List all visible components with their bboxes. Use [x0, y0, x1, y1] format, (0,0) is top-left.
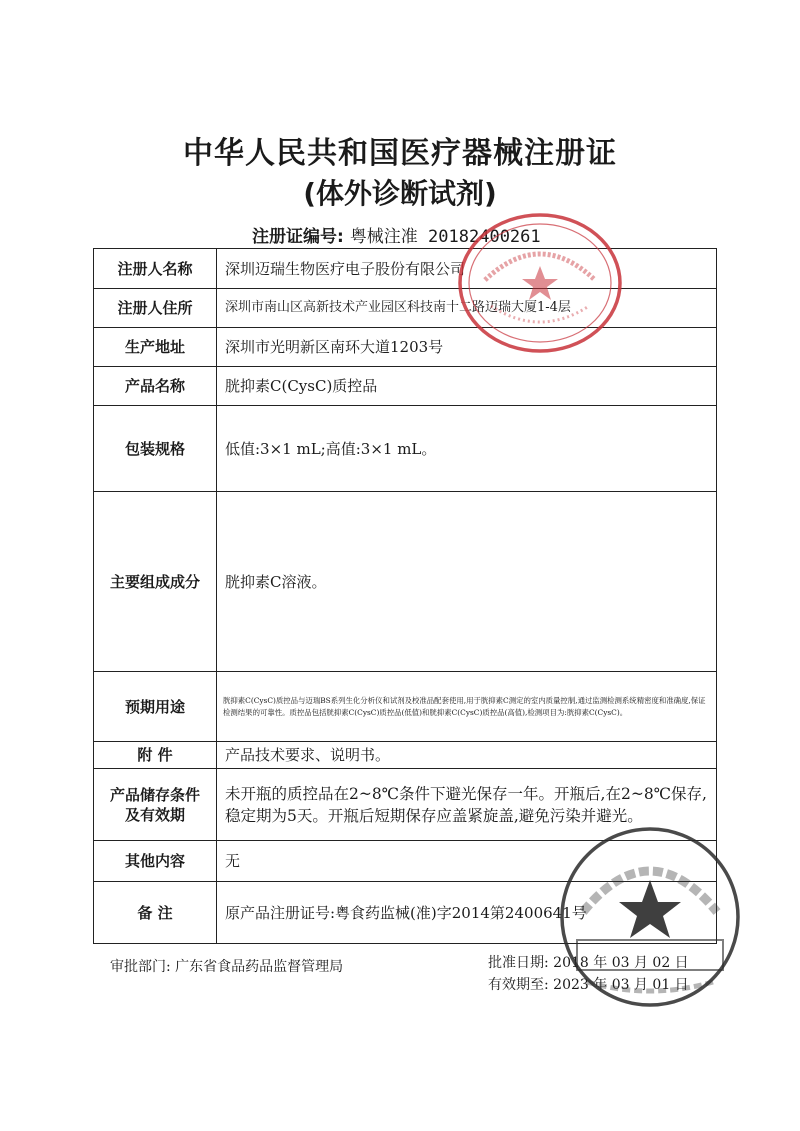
row-value-product-name: 胱抑素C(CysC)质控品	[217, 367, 717, 406]
valid-until-date: 有效期至: 2023 年 03 月 01 日	[488, 977, 689, 993]
registration-number-value: 粤械注准 20182400261	[349, 227, 541, 247]
row-value-other: 无	[217, 841, 717, 882]
row-label-production-address: 生产地址	[94, 328, 217, 367]
table-row	[94, 249, 717, 289]
row-value-registrant-name: 深圳迈瑞生物医疗电子股份有限公司	[217, 249, 717, 289]
certificate-table	[93, 248, 717, 944]
row-value-registrant-address: 深圳市南山区高新技术产业园区科技南十二路迈瑞大厦1-4层	[217, 289, 717, 328]
table-row	[94, 742, 717, 769]
registration-number-label: 注册证编号:	[252, 227, 344, 247]
row-label-package-spec: 包装规格	[94, 406, 217, 492]
certificate-title: 中华人民共和国医疗器械注册证	[183, 136, 617, 171]
row-value-production-address: 深圳市光明新区南环大道1203号	[217, 328, 717, 367]
row-label-intended-use: 预期用途	[94, 672, 217, 742]
row-label-attachments: 附 件	[94, 742, 217, 769]
row-label-registrant-address: 注册人住所	[94, 289, 217, 328]
registration-number-line	[252, 222, 541, 247]
row-label-registrant-name: 注册人名称	[94, 249, 217, 289]
table-row	[94, 882, 717, 944]
approval-date: 批准日期: 2018 年 03 月 02 日	[488, 955, 689, 971]
table-row	[94, 367, 717, 406]
row-label-storage	[94, 769, 217, 841]
row-value-intended-use: 胱抑素C(CysC)质控品与迈瑞BS系列生化分析仪和试剂及校准品配套使用,用于胱抑素C测定的室内质量控制,通过监测检测系统精密度和准确度,保证检测结果的可靠性。质控品包括胱抑素C(CysC)质控品(低值)和胱抑素C(CysC)质控品(高值),检测项目为:胱抑素C(CysC)。	[217, 672, 717, 742]
approval-authority: 审批部门: 广东省食品药品监督管理局	[110, 959, 344, 975]
table-row	[94, 841, 717, 882]
row-value-storage: 未开瓶的质控品在2~8℃条件下避光保存一年。开瓶后,在2~8℃保存,稳定期为5天。开瓶后短期保存应盖紧旋盖,避免污染并避光。	[217, 769, 717, 841]
table-row	[94, 672, 717, 742]
table-row	[94, 492, 717, 672]
row-label-remarks: 备 注	[94, 882, 217, 944]
row-value-package-spec: 低值:3×1 mL;高值:3×1 mL。	[217, 406, 717, 492]
row-label-product-name: 产品名称	[94, 367, 217, 406]
table-row	[94, 769, 717, 841]
row-label-storage-line2: 及有效期	[124, 805, 185, 824]
table-row	[94, 406, 717, 492]
row-label-other: 其他内容	[94, 841, 217, 882]
row-value-remarks: 原产品注册证号:粤食药监械(准)字2014第2400641号	[217, 882, 717, 944]
table-row	[94, 289, 717, 328]
row-label-storage-line1: 产品储存条件	[109, 785, 200, 804]
row-value-attachments: 产品技术要求、说明书。	[217, 742, 717, 769]
row-value-main-components: 胱抑素C溶液。	[217, 492, 717, 672]
row-label-main-components: 主要组成成分	[94, 492, 217, 672]
table-row	[94, 328, 717, 367]
certificate-subtitle: (体外诊断试剂)	[303, 177, 497, 210]
